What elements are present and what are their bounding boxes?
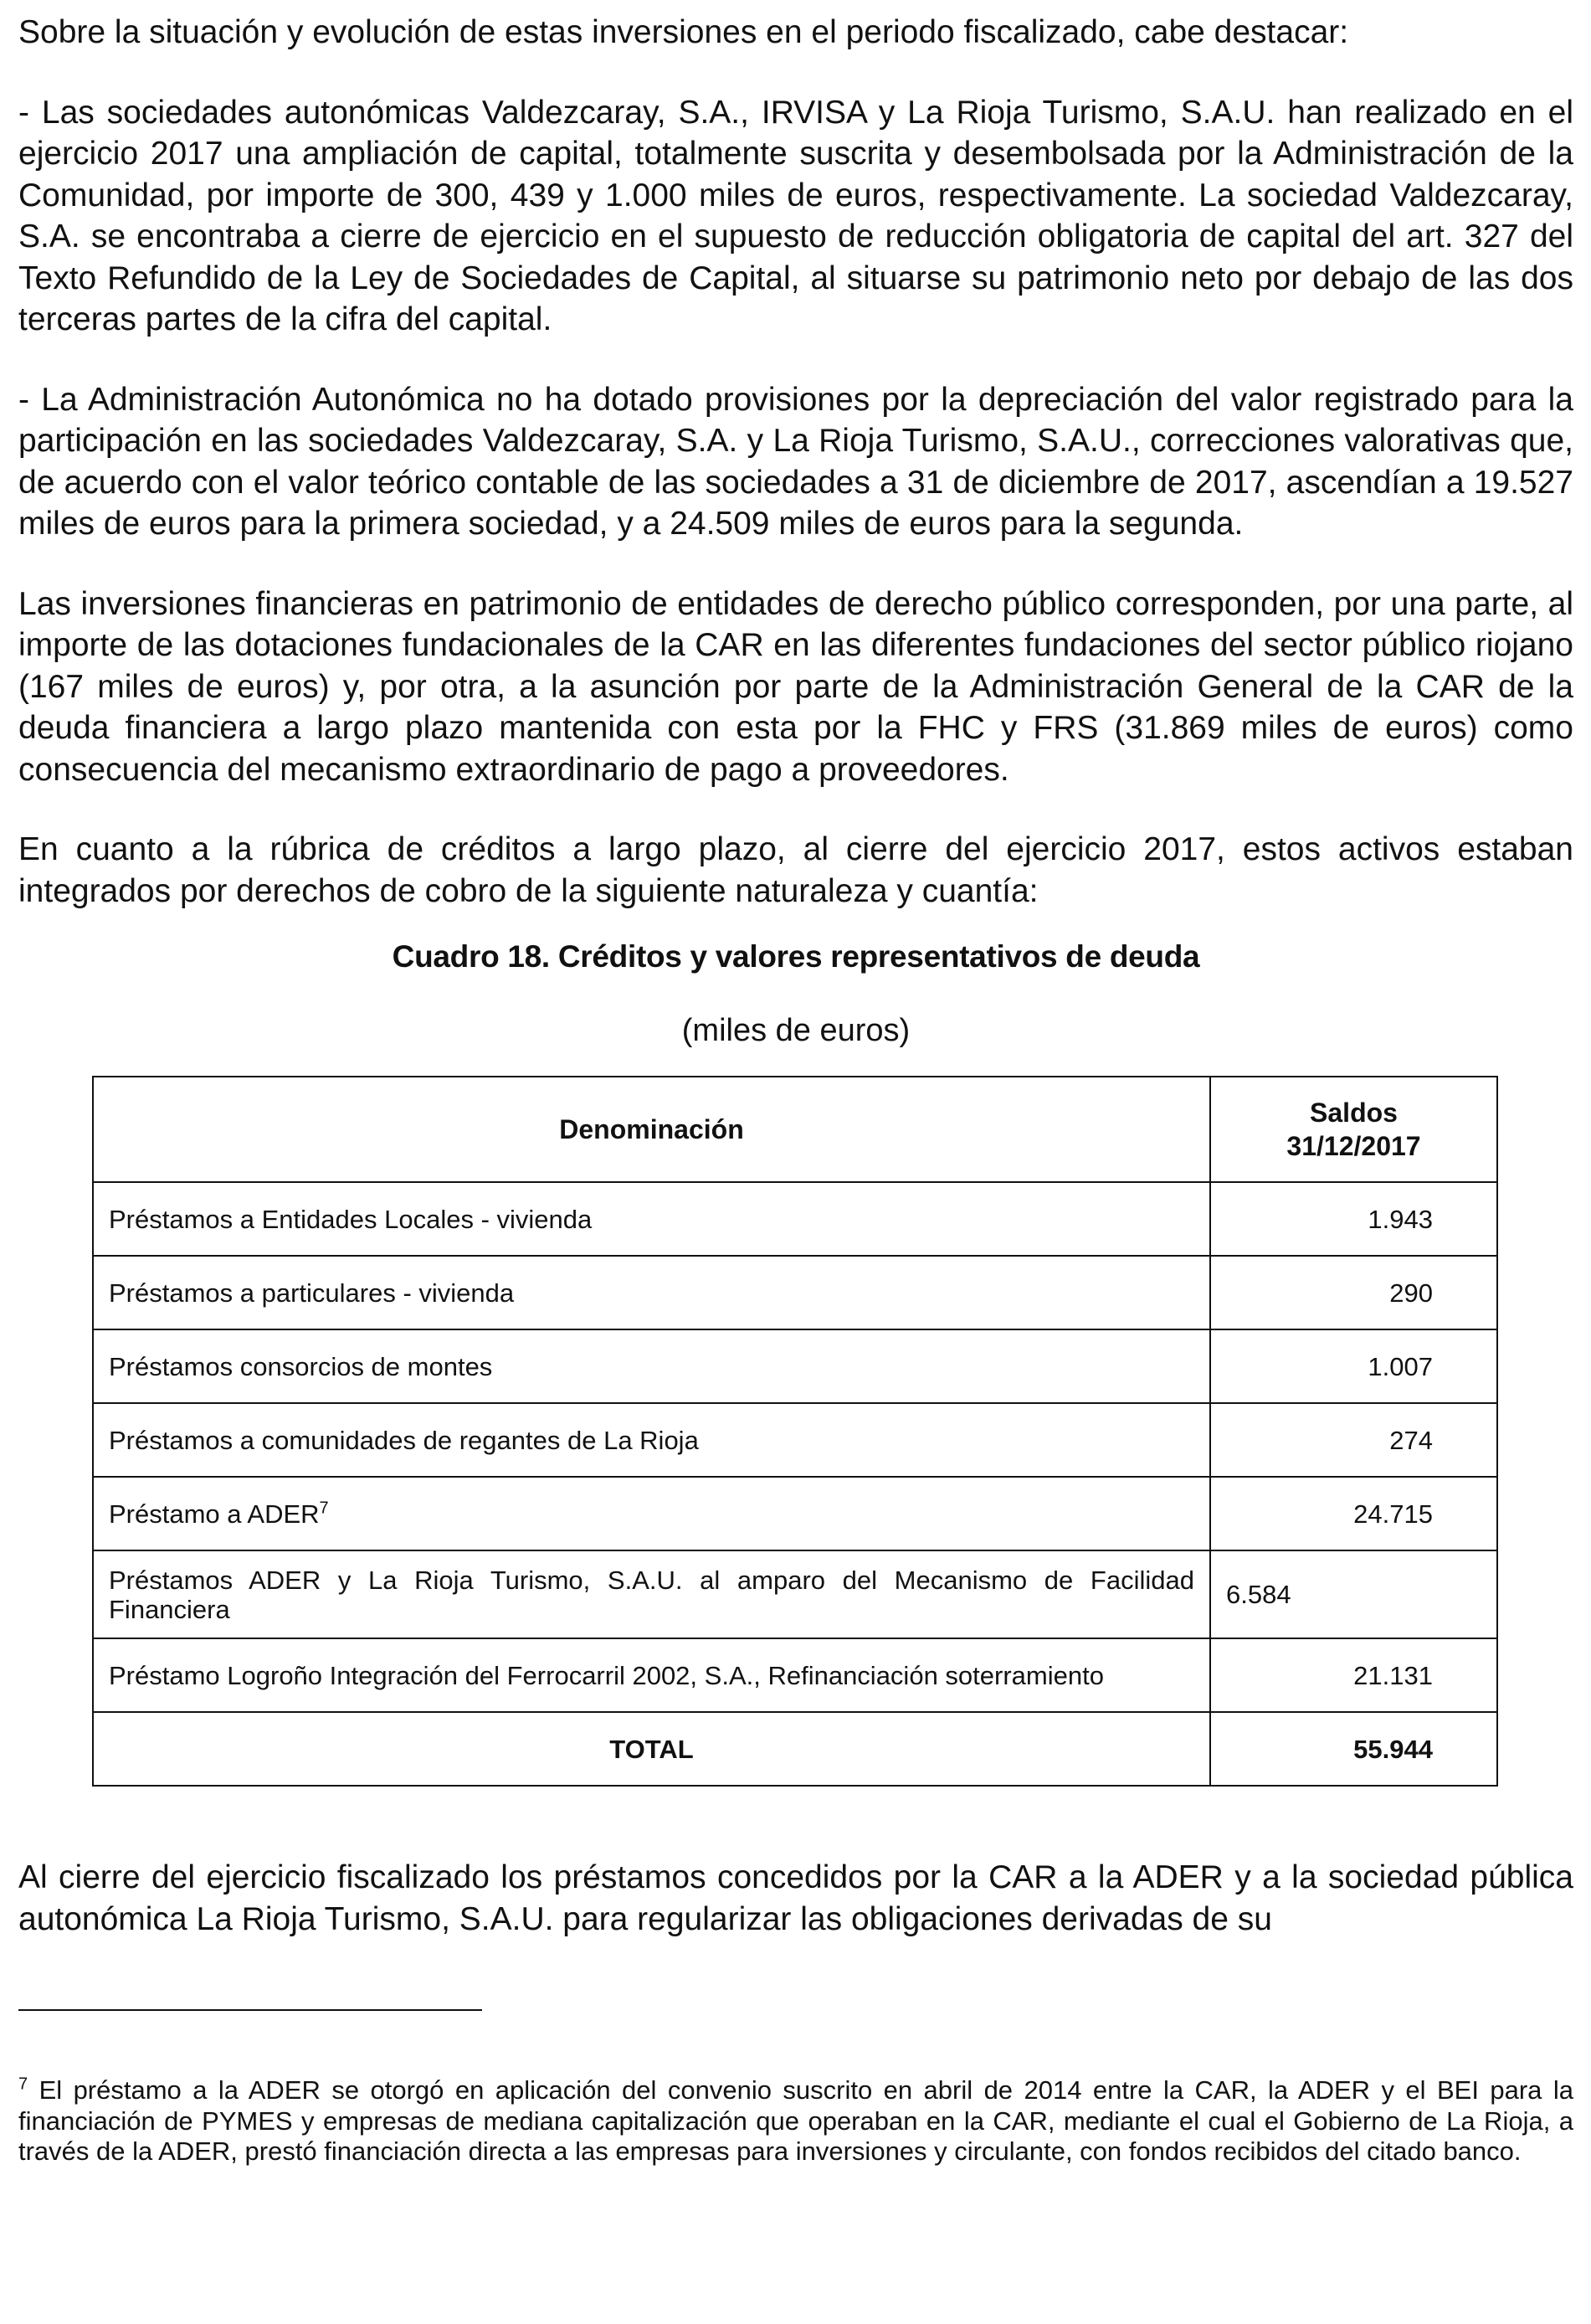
intro-paragraph: Sobre la situación y evolución de estas inversiones en el periodo fiscalizado, cabe destacar: xyxy=(18,14,1349,50)
row-value: 1.943 xyxy=(1210,1182,1497,1256)
header-saldos-line2: 31/12/2017 xyxy=(1286,1131,1421,1161)
row-name: Préstamos ADER y La Rioja Turismo, S.A.U. al amparo del Mecanismo de Facilidad Financiera xyxy=(93,1550,1210,1638)
table-row xyxy=(93,1550,1497,1638)
row-name: Préstamos a comunidades de regantes de La Rioja xyxy=(93,1403,1210,1477)
row-name-with-footnote xyxy=(93,1477,1210,1550)
row-name: Préstamo Logroño Integración del Ferrocarril 2002, S.A., Refinanciación soterramiento xyxy=(93,1638,1210,1712)
footnote xyxy=(18,2075,1573,2167)
credits-paragraph: En cuanto a la rúbrica de créditos a largo plazo, al cierre del ejercicio 2017, estos activos estaban integrados por derechos de cobro de la siguiente naturaleza y cuantía: xyxy=(18,831,1573,909)
credits-table xyxy=(92,1076,1498,1787)
table-row xyxy=(93,1329,1497,1403)
item1-paragraph: - Las sociedades autonómicas Valdezcaray, S.A., IRVISA y La Rioja Turismo, S.A.U. han realizado en el ejercicio 2017 una ampliación de capital, totalmente suscrita y desembolsada por la Administración de la Comunidad, por importe de 300, 439 y 1.000 miles de euros, respectivamente. La sociedad Valdezcaray, S.A. se encontraba a cierre de ejercicio en el supuesto de reducción obligatoria de capital del art. 327 del Texto Refundido de la Ley de Sociedades de Capital, al situarse su patrimonio neto por debajo de las dos terceras partes de la cifra del capital. xyxy=(18,94,1573,337)
table-header-row xyxy=(93,1077,1497,1182)
row-name: Préstamos a particulares - vivienda xyxy=(93,1256,1210,1329)
row-name: Préstamo a ADER xyxy=(109,1499,320,1529)
table-subtitle: (miles de euros) xyxy=(681,1013,911,1048)
item2-paragraph: - La Administración Autonómica no ha dotado provisiones por la depreciación del valor registrado para la participación en las sociedades Valdezcaray, S.A. y La Rioja Turismo, S.A.U., correcciones valorativas que, de acuerdo con el valor teórico contable de las sociedades a 31 de diciembre de 2017, ascendían a 19.527 miles de euros para la primera sociedad, y a 24.509 miles de euros para la segunda. xyxy=(18,381,1573,542)
document-page xyxy=(18,12,1573,2167)
public-law-paragraph: Las inversiones financieras en patrimonio de entidades de derecho público corresponden, por una parte, al importe de las dotaciones fundacionales de la CAR en las diferentes fundaciones del sector público riojano (167 miles de euros) y, por otra, a la asunción por parte de la Administración General de la CAR de la deuda financiera a largo plazo mantenida con esta por la FHC y FRS (31.869 miles de euros) como consecuencia del mecanismo extraordinario de pago a proveedores. xyxy=(18,585,1573,788)
table-row xyxy=(93,1477,1497,1550)
row-name: Préstamos consorcios de montes xyxy=(93,1329,1210,1403)
row-value: 24.715 xyxy=(1210,1477,1497,1550)
footnote-text: El préstamo a la ADER se otorgó en aplicación del convenio suscrito en abril de 2014 entre la CAR, la ADER y el BEI para la financiación de PYMES y empresas de mediana capitalización que operaban en la CAR, mediante el cual el Gobierno de La Rioja, a través de la ADER, prestó financiación directa a las empresas para inversiones y circulante, con fondos recibidos del citado banco. xyxy=(18,2075,1573,2166)
closing-paragraph: Al cierre del ejercicio fiscalizado los préstamos concedidos por la CAR a la ADER y a la sociedad pública autonómica La Rioja Turismo, S.A.U. para regularizar las obligaciones derivadas de su xyxy=(18,1859,1573,1937)
table-row xyxy=(93,1182,1497,1256)
total-label: TOTAL xyxy=(93,1712,1210,1786)
footnote-separator xyxy=(18,2009,482,2011)
table-row xyxy=(93,1638,1497,1712)
footnote-number: 7 xyxy=(18,2075,28,2094)
row-name: Préstamos a Entidades Locales - vivienda xyxy=(93,1182,1210,1256)
row-value: 1.007 xyxy=(1210,1329,1497,1403)
table-row xyxy=(93,1403,1497,1477)
total-value: 55.944 xyxy=(1210,1712,1497,1786)
header-denominacion: Denominación xyxy=(93,1077,1210,1182)
row-value: 290 xyxy=(1210,1256,1497,1329)
footnote-reference: 7 xyxy=(319,1499,329,1518)
table-total-row xyxy=(93,1712,1497,1786)
header-saldos xyxy=(1210,1077,1497,1182)
table-row xyxy=(93,1256,1497,1329)
row-value: 274 xyxy=(1210,1403,1497,1477)
row-value: 6.584 xyxy=(1210,1550,1497,1638)
header-saldos-line1: Saldos xyxy=(1310,1098,1398,1128)
table-title: Cuadro 18. Créditos y valores representativos de deuda xyxy=(392,939,1200,974)
row-value: 21.131 xyxy=(1210,1638,1497,1712)
